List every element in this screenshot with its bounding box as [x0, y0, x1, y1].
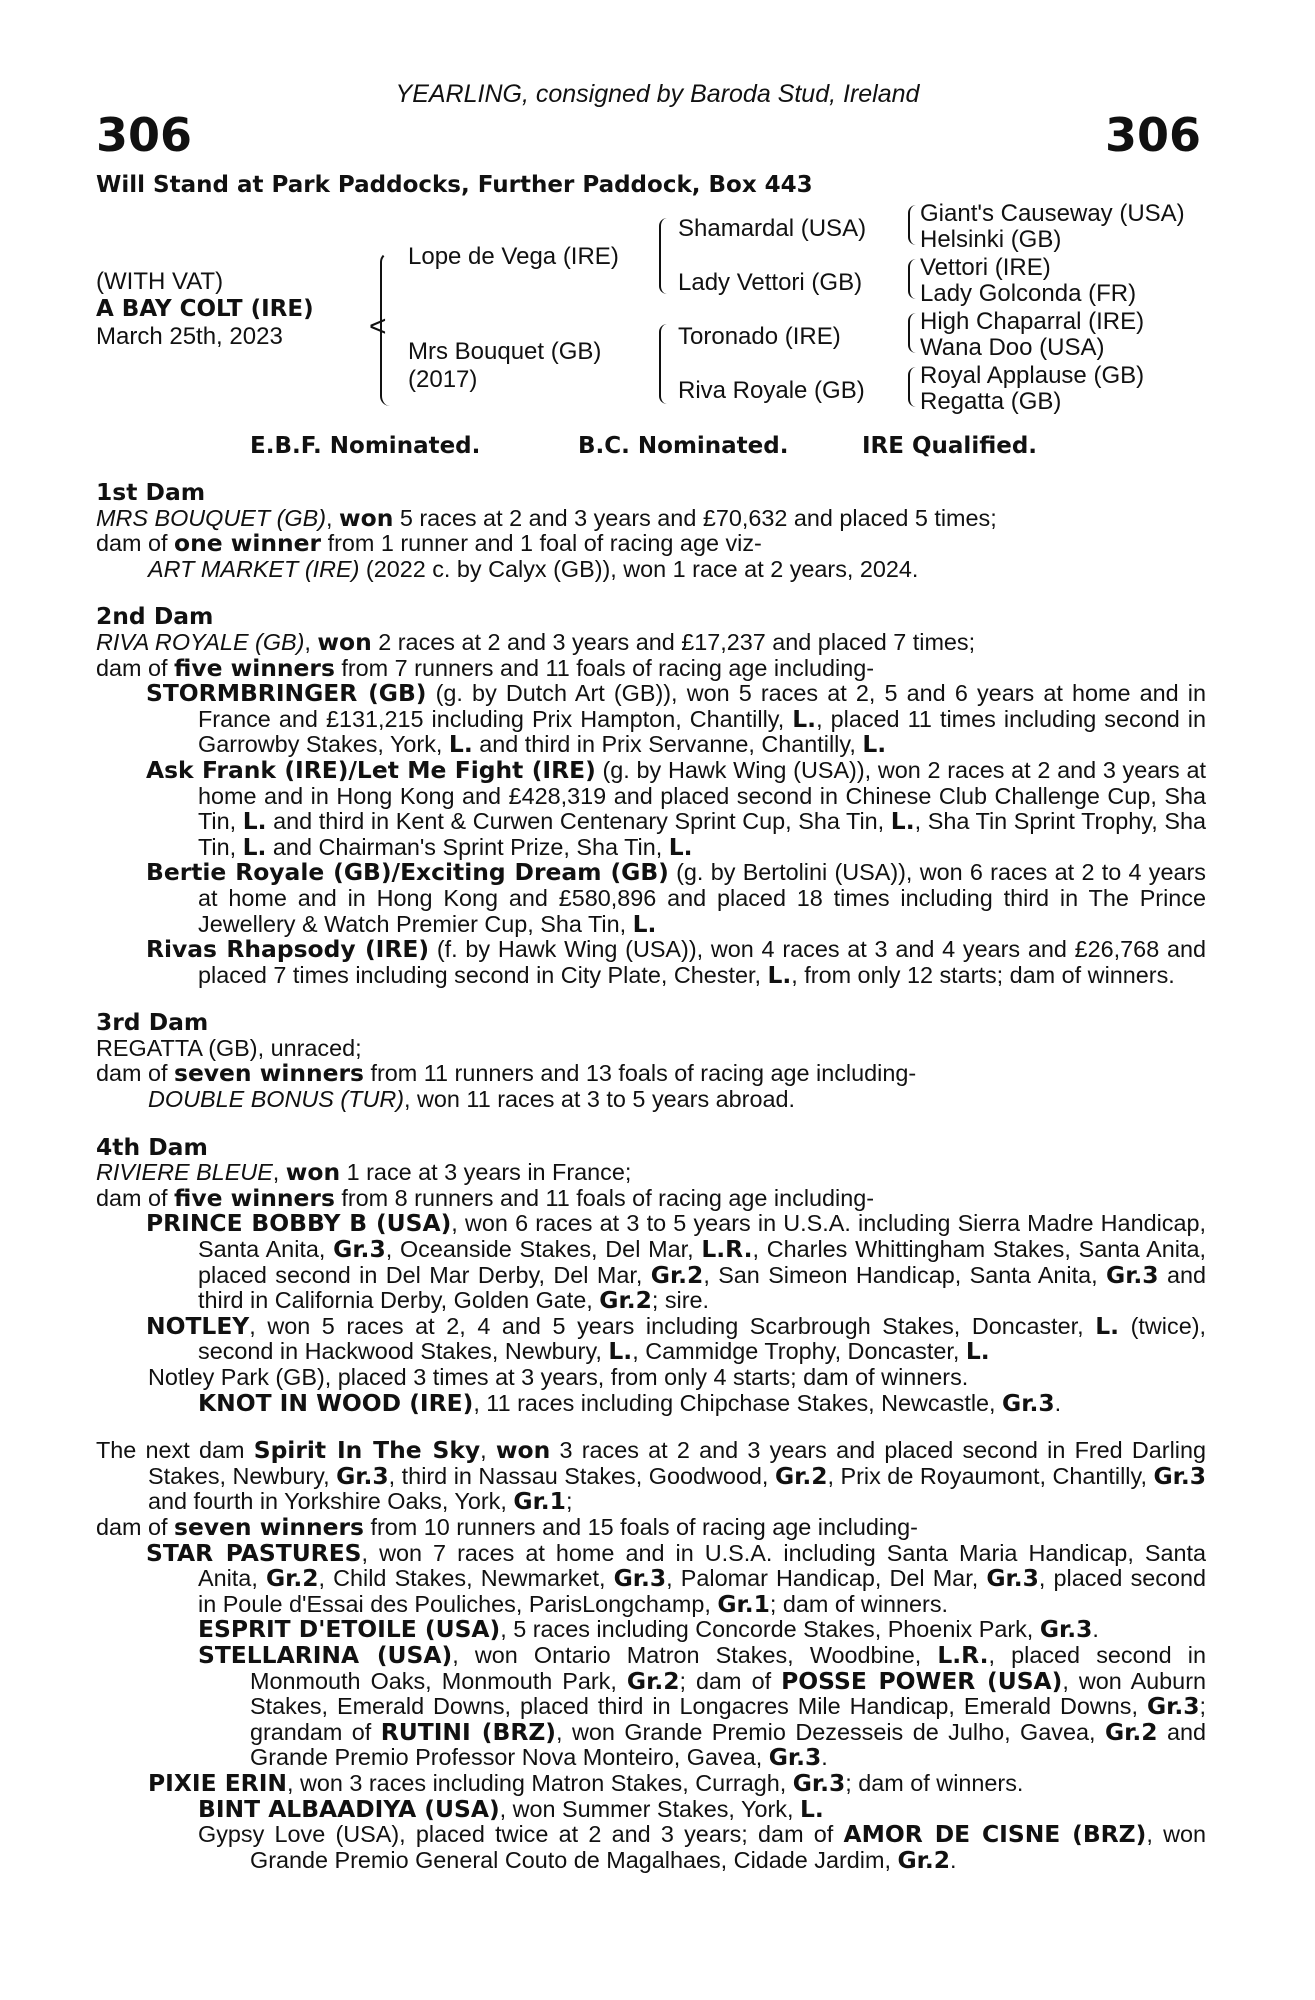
produce-star-pastures: STAR PASTURES, won 7 races at home and in U.S.A. including Santa Maria Handicap, Santa Anita, Gr.2, Child Stakes, Newmarket, Gr.3, Palomar Handicap, Del Mar, Gr.3, placed second in Poule d'Essai des Pouliches, ParisLongchamp, Gr.1; dam of winners.: [146, 1538, 1206, 1618]
lot-number-right: 306: [1104, 108, 1201, 162]
second-dam-produce: dam of five winners from 7 runners and 11 foals of racing age including-: [96, 653, 875, 682]
produce-pixie-erin: PIXIE ERIN, won 3 races including Matron Stakes, Curragh, Gr.3; dam of winners.: [148, 1768, 1024, 1797]
dam-name: Mrs Bouquet (GB): [408, 338, 602, 365]
third-dam-heading: 3rd Dam: [96, 1008, 209, 1037]
ggp-dss: High Chaparral (IRE): [920, 308, 1145, 335]
sire-brace: [659, 218, 669, 294]
third-dam-record: REGATTA (GB), unraced;: [96, 1034, 362, 1061]
produce-notley: NOTLEY, won 5 races at 2, 4 and 5 years including Scarbrough Stakes, Doncaster, L. (twice), second in Hackwood Stakes, Newbury, L., Cammidge Trophy, Doncaster, L.: [146, 1311, 1206, 1366]
produce-stellarina: STELLARINA (USA), won Ontario Matron Stakes, Woodbine, L.R., placed second in Monmouth Oaks, Monmouth Park, Gr.2; dam of POSSE POWER (USA), won Auburn Stakes, Emerald Downs, placed third in Longacres Mile Handicap, Emerald Downs, Gr.3; grandam of RUTINI (BRZ), won Grande Premio Dezesseis de Julho, Gavea, Gr.2 and Grande Premio Professor Nova Monteiro, Gavea, Gr.3.: [198, 1640, 1206, 1772]
foaling-date: March 25th, 2023: [96, 323, 283, 350]
ggp-ssd: Helsinki (GB): [920, 226, 1062, 253]
produce-rivas-rhapsody: Rivas Rhapsody (IRE) (f. by Hawk Wing (USA)), won 4 races at 3 and 4 years and £26,768 and placed 7 times including second in City Plate, Chester, L., from only 12 starts; dam of winners.: [146, 935, 1206, 989]
vat-label: (WITH VAT): [96, 268, 224, 295]
dam-dam: Riva Royale (GB): [678, 377, 865, 404]
ggp-dds: Royal Applause (GB): [920, 362, 1145, 389]
ebf-nominated: E.B.F. Nominated.: [250, 433, 481, 459]
lot-number-left: 306: [96, 108, 193, 162]
first-dam-record: MRS BOUQUET (GB), won 5 races at 2 and 3 years and £70,632 and placed 5 times;: [96, 503, 997, 532]
ggp-brace-1: [908, 205, 918, 245]
next-dam-produce: dam of seven winners from 10 runners and 15 foals of racing age including-: [96, 1512, 918, 1541]
dam-sire: Toronado (IRE): [678, 323, 841, 350]
produce-record: [96, 480, 1206, 1873]
ggp-sdd: Lady Golconda (FR): [920, 280, 1137, 307]
first-dam-foal: ART MARKET (IRE) (2022 c. by Calyx (GB)), won 1 race at 2 years, 2024.: [148, 555, 919, 582]
produce-gypsy-love: Gypsy Love (USA), placed twice at 2 and 3 years; dam of AMOR DE CISNE (BRZ), won Grande Premio General Couto de Magalhaes, Cidade Jardim, Gr.2.: [198, 1820, 1206, 1874]
second-dam-heading: 2nd Dam: [96, 602, 214, 631]
pedigree-brace-point: <: [369, 310, 387, 343]
produce-knot-in-wood: KNOT IN WOOD (IRE), 11 races including Chipchase Stakes, Newcastle, Gr.3.: [198, 1388, 1062, 1417]
sire-sire: Shamardal (USA): [678, 215, 867, 242]
produce-bertie-royale: Bertie Royale (GB)/Exciting Dream (GB) (g. by Bertolini (USA)), won 6 races at 2 to 4 years at home and in Hong Kong and £580,896 and placed 18 times including third in The Prince Jewellery & Watch Premier Cup, Sha Tin, L.: [146, 858, 1206, 938]
third-dam-produce: dam of seven winners from 11 runners and 13 foals of racing age including-: [96, 1059, 917, 1088]
bc-nominated: B.C. Nominated.: [578, 433, 789, 459]
produce-ask-frank: Ask Frank (IRE)/Let Me Fight (IRE) (g. by Hawk Wing (USA)), won 2 races at 2 and 3 years at home and in Hong Kong and £428,319 and placed second in Chinese Club Challenge Cup, Sha Tin, L. and third in Kent & Curwen Centenary Sprint Cup, Sha Tin, L., Sha Tin Sprint Trophy, Sha Tin, L. and Chairman's Sprint Prize, Sha Tin, L.: [146, 755, 1207, 861]
ggp-brace-2: [908, 259, 918, 299]
fourth-dam-heading: 4th Dam: [96, 1132, 208, 1161]
sire-name: Lope de Vega (IRE): [408, 243, 619, 270]
dam-brace: [659, 324, 669, 404]
horse-name: A BAY COLT (IRE): [96, 296, 314, 322]
produce-prince-bobby-b: PRINCE BOBBY B (USA), won 6 races at 3 to 5 years in U.S.A. including Sierra Madre Handicap, Santa Anita, Gr.3, Oceanside Stakes, Del Mar, L.R., Charles Whittingham Stakes, Santa Anita, placed second in Del Mar Derby, Del Mar, Gr.2, San Simeon Handicap, Santa Anita, Gr.3 and third in California Derby, Golden Gate, Gr.2; sire.: [146, 1209, 1206, 1315]
ggp-brace-3: [908, 313, 918, 353]
ggp-dsd: Wana Doo (USA): [920, 334, 1105, 361]
ggp-ddd: Regatta (GB): [920, 388, 1062, 415]
dam-year: (2017): [408, 366, 478, 393]
consignor-line: YEARLING, consigned by Baroda Stud, Ireland: [395, 80, 920, 108]
stable-location: Will Stand at Park Paddocks, Further Paddock, Box 443: [96, 172, 813, 198]
produce-double-bonus: DOUBLE BONUS (TUR), won 11 races at 3 to 5 years abroad.: [148, 1086, 795, 1113]
produce-esprit-detoile: ESPRIT D'ETOILE (USA), 5 races including Concorde Stakes, Phoenix Park, Gr.3.: [198, 1615, 1099, 1644]
ire-qualified: IRE Qualified.: [862, 433, 1038, 459]
ggp-sds: Vettori (IRE): [920, 254, 1051, 281]
first-dam-heading: 1st Dam: [96, 478, 206, 506]
produce-stormbringer: STORMBRINGER (GB) (g. by Dutch Art (GB)), won 5 races at 2, 5 and 6 years at home and in France and £131,215 including Prix Hampton, Chantilly, L., placed 11 times including second in Garrowby Stakes, York, L. and third in Prix Servanne, Chantilly, L.: [146, 679, 1206, 759]
first-dam-produce: dam of one winner from 1 runner and 1 foal of racing age viz-: [96, 529, 762, 558]
ggp-brace-4: [908, 367, 918, 407]
fourth-dam-produce: dam of five winners from 8 runners and 11 foals of racing age including-: [96, 1183, 875, 1212]
produce-notley-park: Notley Park (GB), placed 3 times at 3 years, from only 4 starts; dam of winners.: [148, 1364, 969, 1390]
next-dam-record: The next dam Spirit In The Sky, won 3 races at 2 and 3 years and placed second in Fred Darling Stakes, Newbury, Gr.3, third in Nassau Stakes, Goodwood, Gr.2, Prix de Royaumont, Chantilly, Gr.3 and fourth in Yorkshire Oaks, York, Gr.1;: [96, 1436, 1207, 1516]
ggp-sss: Giant's Causeway (USA): [920, 200, 1185, 227]
second-dam-record: RIVA ROYALE (GB), won 2 races at 2 and 3 years and £17,237 and placed 7 times;: [96, 627, 976, 656]
produce-bint-albaadiya: BINT ALBAADIYA (USA), won Summer Stakes, York, L.: [198, 1794, 824, 1823]
fourth-dam-record: RIVIERE BLEUE, won 1 race at 3 years in France;: [96, 1158, 632, 1187]
sire-dam: Lady Vettori (GB): [678, 269, 863, 296]
